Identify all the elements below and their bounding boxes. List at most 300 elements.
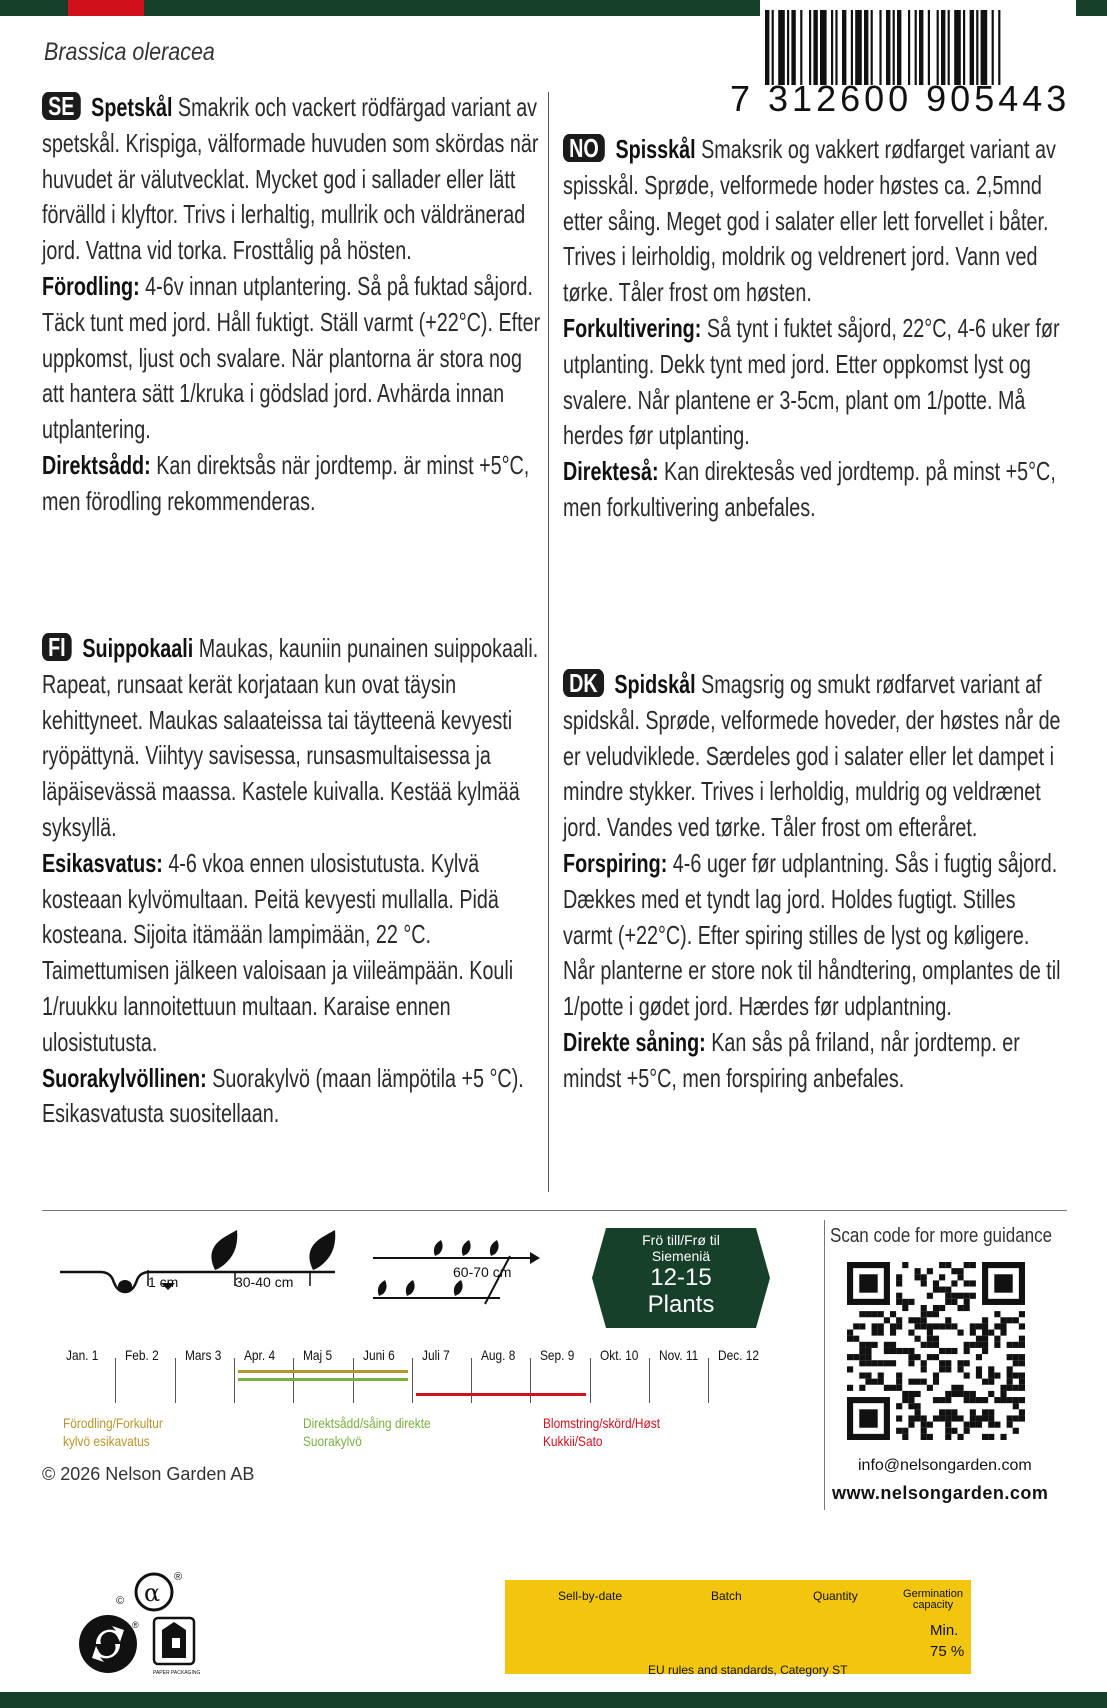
calendar-month: Aug. 8: [481, 1347, 516, 1363]
leaf-icon: [211, 1230, 335, 1270]
sell-by-label: Sell-by-date: [558, 1589, 623, 1603]
qr-module: [915, 1415, 921, 1421]
barcode-bar: [831, 10, 833, 85]
qr-module: [939, 1409, 945, 1415]
qr-module: [951, 1323, 957, 1329]
qr-module: [890, 1385, 896, 1391]
qr-module: [957, 1366, 963, 1372]
copyright: © 2026 Nelson Garden AB: [42, 1464, 255, 1484]
badge-line-2: Siemeniä: [651, 1248, 711, 1264]
qr-module: [951, 1299, 957, 1305]
qr-module: [976, 1372, 982, 1378]
qr-module: [982, 1415, 988, 1421]
barcode-bar: [954, 10, 961, 85]
barcode-bar: [992, 10, 994, 85]
qr-module: [859, 1354, 865, 1360]
sowing-depth-illustration: [60, 1270, 335, 1292]
text-se-1: 4-6v innan utplantering. Så på fuktad såjord. Täck tunt med jord. Håll fuktigt. Ställ varmt (+22°C). Efter uppkomst, ljust och svalare. När plantorna är stora nog att hantera sätt 1/kruka i gödslad jord. Avhärda innan utplantering.: [42, 270, 541, 445]
germination-line-1: Germination: [903, 1588, 963, 1600]
qr-module: [1019, 1409, 1025, 1415]
qr-module: [951, 1385, 957, 1391]
qr-module: [939, 1397, 945, 1403]
qr-module: [890, 1330, 896, 1336]
barcode-bar: [851, 10, 853, 85]
barcode-bar: [800, 10, 802, 85]
badge-unit: Plants: [647, 1291, 715, 1318]
calendar-month-divider: [175, 1358, 176, 1403]
qr-module: [939, 1262, 945, 1268]
qr-module: [939, 1360, 945, 1366]
alpha-symbol-icon: [116, 1571, 182, 1610]
qr-module: [902, 1305, 908, 1311]
qr-module: [921, 1366, 927, 1372]
qr-module: [939, 1323, 945, 1329]
qr-module: [859, 1323, 865, 1329]
qr-module: [865, 1372, 871, 1378]
qr-module: [945, 1293, 951, 1299]
qr-code[interactable]: [847, 1262, 1025, 1440]
section-title-se: Spetskål: [91, 92, 173, 122]
germination-percent: 75 %: [930, 1643, 965, 1660]
barcode-bar: [772, 10, 774, 85]
calendar-month: Juli 7: [421, 1347, 450, 1363]
qr-module: [945, 1409, 951, 1415]
barcode-bar: [998, 10, 1000, 85]
qr-module: [1000, 1330, 1006, 1336]
qr-module: [988, 1391, 994, 1397]
qr-module: [853, 1336, 859, 1342]
qr-finder: [994, 1274, 1012, 1292]
barcode-bar: [871, 10, 873, 85]
qr-module: [1007, 1415, 1013, 1421]
barcode-bar: [897, 10, 901, 85]
qr-module: [896, 1317, 902, 1323]
barcode-bar: [835, 10, 837, 85]
qr-module: [933, 1336, 939, 1342]
qr-module: [890, 1323, 896, 1329]
qr-module: [964, 1422, 970, 1428]
qr-module: [933, 1311, 939, 1317]
badge-line-1: Frö till/Frø til: [642, 1232, 720, 1248]
qr-module: [902, 1391, 908, 1397]
calendar-month-divider: [649, 1358, 650, 1403]
qr-module: [1000, 1317, 1006, 1323]
svg-text:α: α: [144, 1579, 161, 1607]
qr-module: [1013, 1342, 1019, 1348]
barcode-bar: [919, 10, 923, 85]
barcode-bar: [842, 10, 846, 85]
qr-module: [945, 1391, 951, 1397]
calendar-month: Apr. 4: [243, 1347, 275, 1363]
qr-module: [945, 1317, 951, 1323]
qr-module: [884, 1385, 890, 1391]
qr-module: [890, 1360, 896, 1366]
barcode-bar: [886, 10, 890, 85]
qr-module: [970, 1280, 976, 1286]
qr-module: [927, 1342, 933, 1348]
qr-module: [927, 1268, 933, 1274]
qr-module: [939, 1415, 945, 1421]
qr-module: [902, 1299, 908, 1305]
qr-module: [976, 1422, 982, 1428]
qr-module: [927, 1385, 933, 1391]
section-fi: [42, 631, 542, 1132]
qr-module: [896, 1323, 902, 1329]
barcode-bar: [928, 10, 930, 85]
qr-module: [902, 1262, 908, 1268]
qr-module: [865, 1311, 871, 1317]
label-se-1: Förodling:: [42, 270, 140, 301]
qr-module: [927, 1330, 933, 1336]
qr-module: [1013, 1397, 1019, 1403]
qr-module: [988, 1379, 994, 1385]
qr-module: [921, 1342, 927, 1348]
latin-name: Brassica oleracea: [44, 38, 215, 66]
qr-module: [896, 1428, 902, 1434]
calendar-month-divider: [530, 1358, 531, 1403]
qr-module: [982, 1317, 988, 1323]
qr-module: [927, 1422, 933, 1428]
qr-module: [939, 1348, 945, 1354]
qr-module: [951, 1409, 957, 1415]
qr-module: [859, 1342, 865, 1348]
qr-module: [988, 1366, 994, 1372]
qr-module: [915, 1336, 921, 1342]
qr-module: [933, 1415, 939, 1421]
barcode-bar: [976, 10, 978, 85]
qr-module: [994, 1311, 1000, 1317]
section-intro-no: Smaksrik og vakkert rødfarget variant av spisskål. Sprøde, velformede hoder høstes ca. 2,5mnd etter såing. Meget god i salater eller lett forvellet i båter. Trives i leirholdig, moldrik og veldrenert jord. Vann ved tørke. Tåler frost om høsten.: [563, 134, 1056, 308]
qr-module: [927, 1354, 933, 1360]
calendar-month-divider: [471, 1358, 472, 1403]
label-no-1: Forkultivering:: [563, 312, 702, 343]
qr-module: [921, 1360, 927, 1366]
barcode-bar: [937, 10, 939, 85]
planting-diagram: [55, 1230, 555, 1330]
qr-module: [1007, 1354, 1013, 1360]
language-tag-fi: FI: [42, 633, 72, 661]
qr-module: [1019, 1360, 1025, 1366]
qr-module: [957, 1268, 963, 1274]
qr-module: [933, 1354, 939, 1360]
scan-instruction: Scan code for more guidance: [830, 1225, 1053, 1247]
qr-module: [945, 1348, 951, 1354]
qr-module: [1019, 1415, 1025, 1421]
qr-module: [859, 1311, 865, 1317]
qr-module: [964, 1348, 970, 1354]
qr-module: [970, 1422, 976, 1428]
section-dk: [563, 667, 1065, 1097]
ean-number: 7 312600 905443: [730, 78, 1071, 119]
qr-module: [933, 1323, 939, 1329]
qr-module: [951, 1391, 957, 1397]
calendar-month: Dec. 12: [718, 1347, 760, 1363]
language-tag-se: SE: [42, 92, 81, 120]
email-link[interactable]: info@nelsongarden.com: [858, 1457, 1032, 1474]
qr-module: [951, 1268, 957, 1274]
qr-module: [994, 1372, 1000, 1378]
text-fi-1: 4-6 vkoa ennen ulosistutusta. Kylvä kosteaan kylvömultaan. Peitä kevyesti mullalla. Pidä kosteana. Sijoita itämään lampimään, 22 °C. Taimettumisen jälkeen valoisaan ja viileämpään. Kouli 1/ruukku lannoitettuun multaan. Karaise ennen ulosistutusta.: [42, 847, 514, 1057]
qr-module: [915, 1323, 921, 1329]
qr-module: [896, 1379, 902, 1385]
qr-module: [957, 1434, 963, 1440]
qr-module: [951, 1428, 957, 1434]
qr-module: [945, 1415, 951, 1421]
qr-module: [951, 1348, 957, 1354]
text-fi-2: Suorakylvö (maan lämpötila +5 °C). Esikasvatusta suositellaan.: [42, 1062, 524, 1129]
qr-module: [865, 1348, 871, 1354]
qr-module: [872, 1379, 878, 1385]
qr-module: [982, 1434, 988, 1440]
qr-module: [945, 1397, 951, 1403]
qr-module: [988, 1422, 994, 1428]
qr-module: [1007, 1422, 1013, 1428]
qr-module: [988, 1434, 994, 1440]
qr-module: [915, 1354, 921, 1360]
label-fi-1: Esikasvatus:: [42, 847, 163, 878]
qr-module: [896, 1372, 902, 1378]
qr-module: [976, 1354, 982, 1360]
qr-module: [915, 1409, 921, 1415]
qr-finder: [859, 1274, 877, 1292]
barcode-bar: [787, 10, 789, 85]
qr-module: [921, 1434, 927, 1440]
qr-module: [908, 1317, 914, 1323]
qr-module: [865, 1360, 871, 1366]
qr-module: [890, 1342, 896, 1348]
barcode-bar: [778, 10, 785, 85]
qr-module: [994, 1336, 1000, 1342]
svg-text:®: ®: [132, 1620, 139, 1630]
qr-module: [908, 1379, 914, 1385]
spacing-label: 30-40 cm: [235, 1274, 294, 1290]
qr-module: [1013, 1428, 1019, 1434]
qr-module: [1000, 1323, 1006, 1329]
qr-module: [1000, 1385, 1006, 1391]
qr-module: [939, 1305, 945, 1311]
website-link[interactable]: www.nelsongarden.com: [832, 1483, 1049, 1503]
qr-module: [970, 1323, 976, 1329]
qr-module: [976, 1342, 982, 1348]
calendar-period-harvest: [416, 1393, 586, 1396]
qr-module: [1007, 1397, 1013, 1403]
qr-module: [939, 1287, 945, 1293]
germination-label: [898, 1589, 968, 1611]
label-no-2: Direkteså:: [563, 456, 659, 487]
text-dk-2: Kan sås på friland, når jordtemp. er mindst +5°C, men forspiring anbefales.: [563, 1026, 1020, 1093]
qr-module: [1019, 1397, 1025, 1403]
qr-module: [908, 1422, 914, 1428]
qr-module: [957, 1293, 963, 1299]
qr-module: [1007, 1342, 1013, 1348]
label-se-2: Direktsådd:: [42, 449, 151, 480]
qr-module: [982, 1330, 988, 1336]
qr-module: [982, 1397, 988, 1403]
qr-module: [945, 1360, 951, 1366]
qr-module: [939, 1274, 945, 1280]
qr-module: [964, 1280, 970, 1286]
qr-module: [915, 1268, 921, 1274]
qr-module: [927, 1311, 933, 1317]
qr-module: [921, 1280, 927, 1286]
qr-module: [964, 1342, 970, 1348]
qr-module: [884, 1317, 890, 1323]
qr-module: [872, 1360, 878, 1366]
qr-module: [878, 1379, 884, 1385]
qr-module: [896, 1293, 902, 1299]
batch-label: Batch: [711, 1589, 742, 1603]
qr-module: [933, 1397, 939, 1403]
qr-module: [884, 1360, 890, 1366]
label-fi-2: Suorakylvöllinen:: [42, 1062, 207, 1093]
qr-module: [957, 1391, 963, 1397]
barcode-bar: [963, 10, 965, 85]
qr-module: [915, 1317, 921, 1323]
paper-packaging-label: PAPER PACKAGING: [153, 1670, 201, 1676]
qr-module: [964, 1305, 970, 1311]
calendar-month: Maj 5: [303, 1347, 333, 1363]
section-title-no: Spisskål: [615, 134, 696, 164]
calendar-month: Juni 6: [362, 1347, 395, 1363]
barcode-bar: [941, 10, 945, 85]
barcode-bar: [981, 10, 988, 85]
qr-module: [890, 1348, 896, 1354]
section-title-fi: Suippokaali: [82, 633, 194, 663]
qr-module: [853, 1323, 859, 1329]
qr-module: [957, 1360, 963, 1366]
qr-module: [921, 1317, 927, 1323]
qr-module: [933, 1379, 939, 1385]
qr-module: [1019, 1372, 1025, 1378]
qr-module: [945, 1428, 951, 1434]
qr-module: [927, 1336, 933, 1342]
legend-indoor-line-2: kylvö esikavatus: [63, 1433, 150, 1449]
qr-module: [884, 1342, 890, 1348]
calendar-month-divider: [115, 1358, 116, 1403]
qr-module: [933, 1372, 939, 1378]
qr-module: [859, 1372, 865, 1378]
barcode-bar: [908, 10, 910, 85]
qr-module: [994, 1342, 1000, 1348]
text-dk-1: 4-6 uger før udplantning. Sås i fugtig såjord. Dækkes med et tyndt lag jord. Holdes fugtigt. Stilles varmt (+22°C). Efter spiring stilles de lyst og køligere. Når planterne er store nok til håndtering, omplantes de til 1/potte i gødet jord. Hærdes før udplantning.: [563, 847, 1061, 1022]
qr-module: [970, 1415, 976, 1421]
qr-module: [1019, 1323, 1025, 1329]
section-intro-fi: Maukas, kauniin punainen suippokaali. Rapeat, runsaat kerät korjataan kun ovat täysin kehittyneet. Maukas salaateissa tai täytteenä kevyesti ryöpättynä. Viihtyy savisessa, runsasmultaisessa ja läpäisevässä maassa. Kastele kuivalla. Kestää kylmää syksyllä.: [42, 633, 539, 842]
qr-module: [1000, 1434, 1006, 1440]
barcode-bar: [820, 10, 827, 85]
qr-module: [957, 1415, 963, 1421]
qr-module: [976, 1323, 982, 1329]
qr-module: [982, 1342, 988, 1348]
qr-module: [915, 1391, 921, 1397]
recycling-icon: [79, 1615, 139, 1673]
qr-module: [945, 1434, 951, 1440]
qr-module: [988, 1409, 994, 1415]
qr-module: [945, 1366, 951, 1372]
qr-module: [921, 1422, 927, 1428]
qr-module: [1000, 1397, 1006, 1403]
qr-module: [1019, 1311, 1025, 1317]
qr-module: [933, 1342, 939, 1348]
qr-module: [964, 1428, 970, 1434]
barcode-bar: [855, 10, 862, 85]
germination-min: Min.: [930, 1622, 959, 1639]
qr-module: [878, 1330, 884, 1336]
qr-module: [933, 1305, 939, 1311]
qr-module: [994, 1323, 1000, 1329]
qr-module: [921, 1428, 927, 1434]
qr-module: [1019, 1379, 1025, 1385]
qr-module: [951, 1280, 957, 1286]
calendar-month: Okt. 10: [599, 1347, 639, 1363]
barcode-bar: [915, 10, 917, 85]
qr-module: [970, 1293, 976, 1299]
qr-module: [859, 1360, 865, 1366]
qr-module: [951, 1415, 957, 1421]
svg-text:©: ©: [116, 1595, 125, 1607]
qr-module: [921, 1274, 927, 1280]
calendar-month-divider: [708, 1358, 709, 1403]
qr-module: [933, 1287, 939, 1293]
quantity-label: Quantity: [813, 1589, 858, 1603]
qr-module: [859, 1348, 865, 1354]
qr-module: [908, 1397, 914, 1403]
language-tag-no: NO: [563, 134, 605, 162]
qr-module: [982, 1323, 988, 1329]
barcode-bar: [948, 10, 950, 85]
barcode-bar: [893, 10, 895, 85]
qr-module: [982, 1409, 988, 1415]
depth-label: 1 cm: [148, 1274, 179, 1290]
calendar-month-divider: [590, 1358, 591, 1403]
qr-module: [847, 1330, 853, 1336]
qr-module: [1013, 1354, 1019, 1360]
qr-module: [1019, 1336, 1025, 1342]
qr-module: [957, 1330, 963, 1336]
seed-count-text: [592, 1232, 770, 1318]
calendar-period-direct: [238, 1378, 408, 1381]
qr-module: [970, 1397, 976, 1403]
qr-module: [939, 1366, 945, 1372]
legend-harvest-line-1: Blomstring/skörd/Høst: [543, 1415, 661, 1431]
qr-module: [964, 1391, 970, 1397]
qr-module: [902, 1397, 908, 1403]
qr-module: [878, 1311, 884, 1317]
bottom-section-divider: [42, 1210, 1067, 1211]
qr-module: [957, 1305, 963, 1311]
barcode-bar: [970, 10, 974, 85]
barcode-bar: [765, 10, 769, 85]
qr-module: [976, 1366, 982, 1372]
barcode-bar: [813, 10, 817, 85]
qr-module: [964, 1372, 970, 1378]
text-no-1: Så tynt i fuktet såjord, 22°C, 4-6 uker før utplanting. Dekk tynt med jord. Etter oppkomst lyst og svalere. Når plantene er 3-5cm, plant om 1/potte. Må herdes før utplanting.: [563, 312, 1060, 451]
text-no-2: Kan direktesås ved jordtemp. på minst +5°C, men forkultivering anbefales.: [563, 456, 1056, 522]
qr-section-divider: [824, 1220, 825, 1510]
qr-module: [970, 1391, 976, 1397]
qr-module: [945, 1299, 951, 1305]
section-no: [563, 132, 1065, 526]
qr-module: [970, 1342, 976, 1348]
qr-module: [945, 1323, 951, 1329]
barcode-bar: [791, 10, 795, 85]
qr-module: [982, 1336, 988, 1342]
qr-module: [896, 1403, 902, 1409]
qr-module: [970, 1409, 976, 1415]
legend-direct-line-2: Suorakylvö: [303, 1433, 362, 1449]
barcode-bar: [879, 10, 881, 85]
qr-module: [908, 1330, 914, 1336]
